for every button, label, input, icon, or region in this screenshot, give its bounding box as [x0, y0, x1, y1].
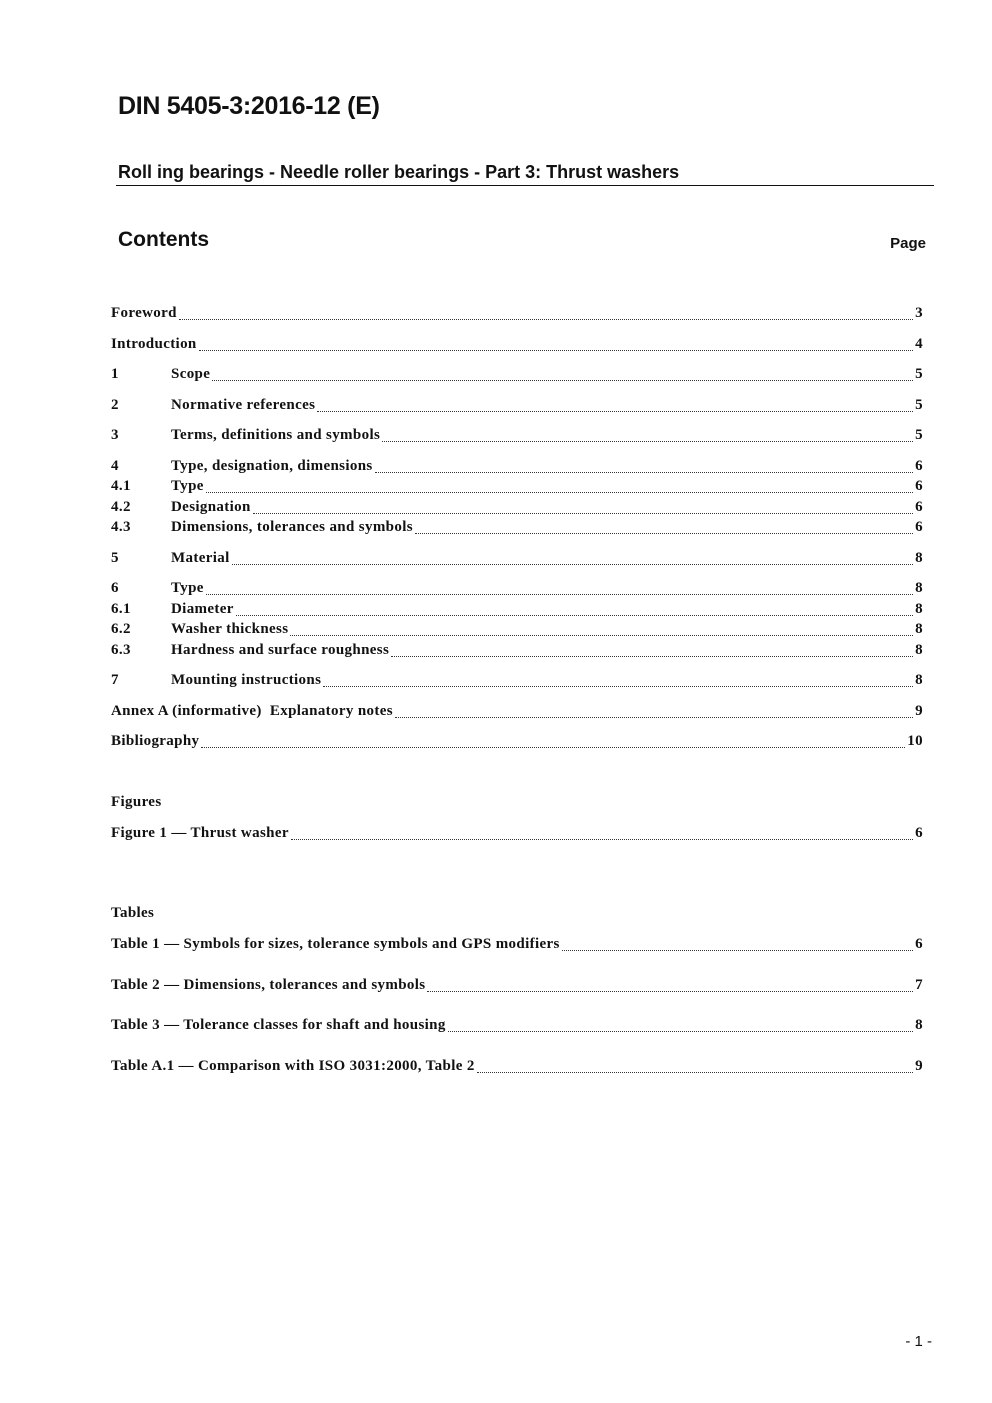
toc-page: 10 [907, 733, 923, 749]
toc-number: 7 [111, 672, 119, 688]
toc-number: 6.3 [111, 642, 131, 658]
toc-page: 7 [915, 977, 923, 993]
toc-number: 2 [111, 397, 119, 413]
toc-number: 4.1 [111, 478, 131, 494]
toc-label: Hardness and surface roughness [171, 642, 390, 658]
toc-label: Washer thickness [171, 621, 289, 637]
toc-entry-designation[interactable] [111, 499, 923, 519]
dot-leader [179, 319, 913, 320]
dot-leader [562, 950, 913, 951]
toc-number: 4 [111, 458, 119, 474]
toc-page: 8 [915, 672, 923, 688]
toc-label: Table A.1 — Comparison with ISO 3031:2000, Table 2 [111, 1058, 475, 1074]
toc-entry-type[interactable] [111, 478, 923, 498]
dot-leader [382, 441, 913, 442]
dot-leader [253, 513, 913, 514]
toc-label: Scope [171, 366, 211, 382]
toc-label: Type, designation, dimensions [171, 458, 373, 474]
toc-entry-bibliography[interactable] [111, 733, 923, 753]
dot-leader [323, 686, 913, 687]
toc-entry-type-6[interactable] [111, 580, 923, 600]
toc-label: Type [171, 580, 204, 596]
toc-entry-dimensions-tolerances[interactable] [111, 519, 923, 539]
dot-leader [317, 411, 913, 412]
toc-page: 8 [915, 621, 923, 637]
toc-page: 5 [915, 427, 923, 443]
figures-heading: Figures [111, 794, 162, 810]
toc-page: 5 [915, 397, 923, 413]
toc-page: 8 [915, 550, 923, 566]
toc-page: 8 [915, 1017, 923, 1033]
toc-entry-mounting-instructions[interactable] [111, 672, 923, 692]
toc-label: Bibliography [111, 733, 200, 749]
toc-entry-table-2[interactable] [111, 977, 923, 997]
toc-entry-table-1[interactable] [111, 936, 923, 956]
toc-number: 1 [111, 366, 119, 382]
document-subtitle: Roll ing bearings - Needle roller bearings - Part 3: Thrust washers [116, 162, 934, 186]
page-number: - 1 - [905, 1333, 932, 1350]
toc-entry-washer-thickness[interactable] [111, 621, 923, 641]
toc-entry-diameter[interactable] [111, 601, 923, 621]
dot-leader [415, 533, 913, 534]
contents-heading: Contents [118, 228, 209, 251]
toc-page: 8 [915, 601, 923, 617]
toc-label: Designation [171, 499, 251, 515]
dot-leader [212, 380, 913, 381]
toc-label: Table 3 — Tolerance classes for shaft and housing [111, 1017, 446, 1033]
toc-entry-introduction[interactable] [111, 336, 923, 356]
toc-page: 4 [915, 336, 923, 352]
toc-label: Introduction [111, 336, 197, 352]
toc-entry-material[interactable] [111, 550, 923, 570]
toc-label: Dimensions, tolerances and symbols [171, 519, 413, 535]
toc-label: Normative references [171, 397, 316, 413]
toc-label: Diameter [171, 601, 234, 617]
document-id: DIN 5405-3:2016-12 (E) [118, 92, 380, 120]
dot-leader [201, 747, 905, 748]
tables-heading: Tables [111, 905, 155, 921]
toc-entry-figure-1[interactable] [111, 825, 923, 845]
toc-page: 9 [915, 703, 923, 719]
toc-entry-foreword[interactable] [111, 305, 923, 325]
toc-page: 6 [915, 458, 923, 474]
toc-label: Terms, definitions and symbols [171, 427, 381, 443]
toc-entry-normative-references[interactable] [111, 397, 923, 417]
toc-number: 3 [111, 427, 119, 443]
dot-leader [477, 1072, 913, 1073]
toc-label: Type [171, 478, 204, 494]
toc-label: Material [171, 550, 230, 566]
toc-label: Annex A (informative) Explanatory notes [111, 703, 393, 719]
toc-number: 6.2 [111, 621, 131, 637]
toc-entry-type-designation-dimensions[interactable] [111, 458, 923, 478]
toc-page: 9 [915, 1058, 923, 1074]
toc-label: Table 2 — Dimensions, tolerances and symbols [111, 977, 426, 993]
dot-leader [206, 492, 913, 493]
toc-page: 6 [915, 936, 923, 952]
dot-leader [206, 594, 913, 595]
toc-entry-table-a1[interactable] [111, 1058, 923, 1078]
toc-label: Table 1 — Symbols for sizes, tolerance symbols and GPS modifiers [111, 936, 560, 952]
dot-leader [395, 717, 913, 718]
page-column-label: Page [890, 235, 926, 252]
toc-page: 3 [915, 305, 923, 321]
dot-leader [291, 839, 913, 840]
toc-entry-terms[interactable] [111, 427, 923, 447]
toc-label: Mounting instructions [171, 672, 322, 688]
dot-leader [290, 635, 913, 636]
toc-page: 5 [915, 366, 923, 382]
toc-page: 6 [915, 825, 923, 841]
dot-leader [375, 472, 914, 473]
dot-leader [427, 991, 913, 992]
toc-entry-table-3[interactable] [111, 1017, 923, 1037]
toc-entry-annex-a[interactable] [111, 703, 923, 723]
dot-leader [391, 656, 913, 657]
toc-page: 6 [915, 499, 923, 515]
toc-page: 8 [915, 580, 923, 596]
toc-number: 6 [111, 580, 119, 596]
toc-page: 6 [915, 519, 923, 535]
toc-number: 5 [111, 550, 119, 566]
toc-number: 6.1 [111, 601, 131, 617]
toc-label: Figure 1 — Thrust washer [111, 825, 289, 841]
toc-entry-scope[interactable] [111, 366, 923, 386]
dot-leader [199, 350, 914, 351]
dot-leader [232, 564, 914, 565]
toc-page: 8 [915, 642, 923, 658]
toc-number: 4.3 [111, 519, 131, 535]
dot-leader [448, 1031, 913, 1032]
dot-leader [236, 615, 913, 616]
toc-page: 6 [915, 478, 923, 494]
toc-number: 4.2 [111, 499, 131, 515]
toc-entry-hardness[interactable] [111, 642, 923, 662]
toc-label: Foreword [111, 305, 177, 321]
